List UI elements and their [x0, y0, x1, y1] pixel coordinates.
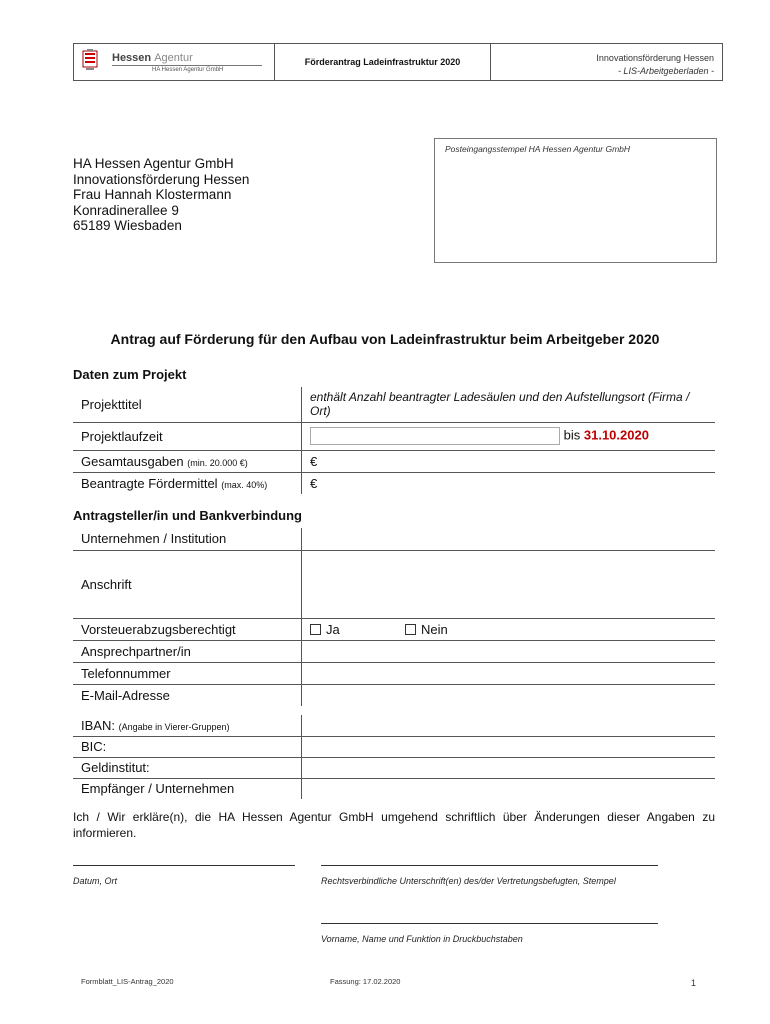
- address-field[interactable]: [302, 550, 716, 618]
- declaration-text: Ich / Wir erkläre(n), die HA Hessen Agentur GmbH umgehend schriftlich über Änderungen dieser Angaben zu informieren.: [73, 810, 715, 840]
- row-company: Unternehmen / Institution: [73, 528, 715, 550]
- email-field[interactable]: [302, 684, 716, 706]
- recipient-address: HA Hessen Agentur GmbH Innovationsförderung Hessen Frau Hannah Klostermann Konradinerallee 9 65189 Wiesbaden: [73, 156, 250, 234]
- bank-field[interactable]: [302, 757, 716, 778]
- company-field[interactable]: [302, 528, 716, 550]
- contact-field[interactable]: [302, 640, 716, 662]
- row-bank: Geldinstitut:: [73, 757, 715, 778]
- logo-wordmark: Hessen Agentur: [112, 52, 193, 64]
- stamp-label: Posteingangsstempel HA Hessen Agentur GmbH: [445, 144, 631, 154]
- name-label: Vorname, Name und Funktion in Druckbuchstaben: [321, 934, 523, 944]
- row-recipient: Empfänger / Unternehmen: [73, 778, 715, 799]
- project-duration-input[interactable]: [310, 427, 560, 445]
- total-costs-field[interactable]: €: [302, 450, 716, 472]
- signature-line[interactable]: [321, 865, 658, 866]
- row-project-title: Projekttitel enthält Anzahl beantragter Ladesäulen und den Aufstellungsort (Firma / Ort): [73, 387, 715, 422]
- page-header: [73, 43, 723, 81]
- checkbox-icon: [310, 624, 321, 635]
- footer-version: Fassung: 17.02.2020: [330, 977, 401, 986]
- project-title-field[interactable]: enthält Anzahl beantragter Ladesäulen und den Aufstellungsort (Firma / Ort): [302, 387, 716, 422]
- name-line[interactable]: [321, 923, 658, 924]
- row-vat: Vorsteuerabzugsberechtigt Ja Nein: [73, 618, 715, 640]
- deadline-date: 31.10.2020: [583, 427, 649, 443]
- iban-field[interactable]: [302, 715, 716, 736]
- row-requested-funding: Beantragte Fördermittel (max. 40%) €: [73, 472, 715, 494]
- vat-no-checkbox[interactable]: Nein: [405, 622, 448, 637]
- bic-field[interactable]: [302, 736, 716, 757]
- row-phone: Telefonnummer: [73, 662, 715, 684]
- section-project-heading: Daten zum Projekt: [73, 367, 187, 382]
- row-total-costs: Gesamtausgaben (min. 20.000 €) €: [73, 450, 715, 472]
- hessen-crest-icon: [82, 49, 98, 71]
- bank-table: [73, 715, 715, 799]
- checkbox-icon: [405, 624, 416, 635]
- row-address: Anschrift: [73, 550, 715, 618]
- row-project-duration: Projektlaufzeit bis 31.10.2020: [73, 422, 715, 450]
- signature-label: Rechtsverbindliche Unterschrift(en) des/der Vertretungsbefugten, Stempel: [321, 876, 616, 886]
- footer-form-id: Formblatt_LIS-Antrag_2020: [81, 977, 174, 986]
- section-applicant-heading: Antragsteller/in und Bankverbindung: [73, 508, 302, 523]
- page-title: Antrag auf Förderung für den Aufbau von Ladeinfrastruktur beim Arbeitgeber 2020: [110, 331, 660, 347]
- phone-field[interactable]: [302, 662, 716, 684]
- inbox-stamp-box: [434, 138, 717, 263]
- recipient-field[interactable]: [302, 778, 716, 799]
- row-email: E-Mail-Adresse: [73, 684, 715, 706]
- vat-yes-checkbox[interactable]: Ja: [310, 622, 340, 637]
- row-iban: IBAN: (Angabe in Vierer-Gruppen): [73, 715, 715, 736]
- logo-subtitle: HA Hessen Agentur GmbH: [152, 67, 224, 73]
- logo-block: [74, 44, 275, 80]
- page-number: 1: [691, 978, 697, 988]
- header-program: Innovationsförderung Hessen - LIS-Arbeitgeberladen -: [596, 53, 714, 76]
- row-contact: Ansprechpartner/in: [73, 640, 715, 662]
- date-place-label: Datum, Ort: [73, 876, 118, 886]
- header-title: Förderantrag Ladeinfrastruktur 2020: [275, 44, 491, 80]
- applicant-table: [73, 528, 715, 706]
- project-table: [73, 387, 715, 494]
- row-bic: BIC:: [73, 736, 715, 757]
- date-place-line[interactable]: [73, 865, 295, 866]
- requested-funding-field[interactable]: €: [310, 475, 318, 491]
- logo-divider: [112, 65, 262, 66]
